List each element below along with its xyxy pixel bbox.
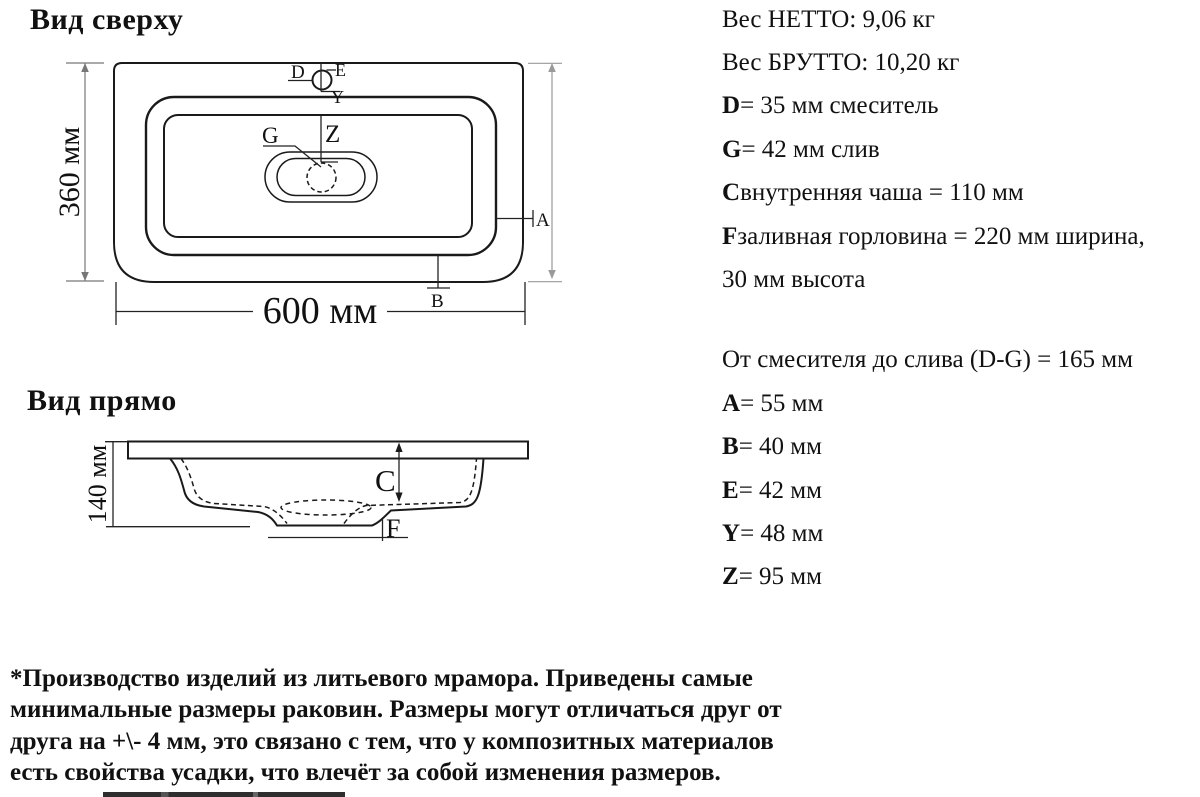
top-view-heading: Вид сверху: [30, 3, 184, 36]
g-leader-line: [263, 146, 321, 167]
spec-group-gap: [722, 302, 1197, 339]
spec-f: [722, 215, 1197, 258]
height-dim-label: 360 мм: [52, 126, 86, 218]
height-dimension-140: [105, 442, 250, 527]
right-dimension-line: [528, 63, 562, 282]
width-dim-label: 600 мм: [262, 290, 378, 332]
label-f: F: [386, 514, 401, 543]
front-view-drawing: [0, 430, 665, 550]
a-leader-line: [496, 210, 533, 227]
spec-gross-weight: [722, 41, 1197, 84]
spec-key: Z: [722, 563, 739, 591]
spec-net-weight: [722, 0, 1197, 41]
spec-value: = 48 мм: [740, 519, 824, 547]
label-d: D: [291, 62, 305, 83]
footnote-line: минимальные размеры раковин. Размеры могут отличаться друг от: [10, 696, 782, 724]
spec-value: = 35 мм смеситель: [740, 92, 939, 120]
spec-key: F: [722, 222, 738, 250]
footnote-line: *Производство изделий из литьевого мрамора. Приведены самые: [10, 665, 753, 692]
c-depth-arrow: [395, 443, 402, 503]
drain-recess-inner: [277, 159, 365, 196]
spec-key: B: [722, 433, 739, 461]
spec-value: внутренняя чаша = 110 мм: [740, 179, 1024, 207]
spec-key: E: [722, 476, 739, 504]
spec-key: Y: [722, 519, 741, 547]
spec-value: заливная горловина = 220 мм ширина,: [737, 222, 1145, 250]
spec-value: Вес БРУТТО: 10,20 кг: [722, 49, 960, 77]
bowl-inner-dashed-left: [181, 459, 287, 524]
spec-value: = 42 мм: [738, 476, 822, 504]
top-view-drawing: [0, 0, 665, 360]
spec-z: [722, 556, 1197, 599]
spec-c: [722, 172, 1197, 215]
label-c: C: [375, 463, 396, 498]
spec-value: = 55 мм: [740, 389, 824, 417]
label-g: G: [262, 123, 279, 148]
spec-value: = 42 мм слив: [741, 135, 880, 163]
label-z: Z: [325, 121, 341, 148]
spec-key: D: [722, 92, 741, 120]
footnote-line: есть свойства усадки, что влечёт за собой изменения размеров.: [10, 759, 721, 787]
label-b: B: [431, 291, 444, 312]
spec-key: G: [722, 135, 742, 163]
front-height-dim-label: 140 мм: [82, 444, 112, 524]
spec-d: [722, 85, 1197, 128]
spec-value: = 95 мм: [738, 563, 822, 591]
spec-value: Вес НЕТТО: 9,06 кг: [722, 5, 935, 33]
b-leader-line: [427, 255, 450, 288]
label-y: Y: [331, 87, 344, 107]
drain-hole-dashed-circle: [307, 163, 336, 192]
spec-y: [722, 512, 1197, 555]
spec-value: = 40 мм: [738, 433, 822, 461]
footnote: [10, 663, 870, 789]
label-a: A: [536, 210, 550, 231]
bowl-inner-dashed-right: [344, 459, 477, 524]
spec-key: A: [722, 389, 741, 417]
cropped-text-artifact: [103, 792, 345, 797]
spec-value: 30 мм высота: [722, 266, 866, 294]
label-e: E: [335, 60, 346, 80]
slab-rect: [128, 442, 528, 459]
spec-f-cont: [722, 258, 1197, 301]
spec-a: [722, 382, 1197, 425]
spec-value: От смесителя до слива (D-G) = 165 мм: [722, 346, 1133, 374]
front-view-heading: Вид прямо: [27, 384, 177, 417]
drain-dashed-ellipse: [281, 500, 371, 515]
spec-e: [722, 469, 1197, 512]
spec-key: C: [722, 179, 741, 207]
footnote-line: друга на +\- 4 мм, это связано с тем, что у композитных материалов: [10, 727, 774, 755]
spec-list: [722, 0, 1197, 599]
spec-dg-distance: [722, 339, 1197, 382]
faucet-hole-circle: [313, 71, 332, 90]
spec-g: [722, 128, 1197, 171]
spec-b: [722, 426, 1197, 469]
sink-bowl-contour: [164, 115, 472, 237]
